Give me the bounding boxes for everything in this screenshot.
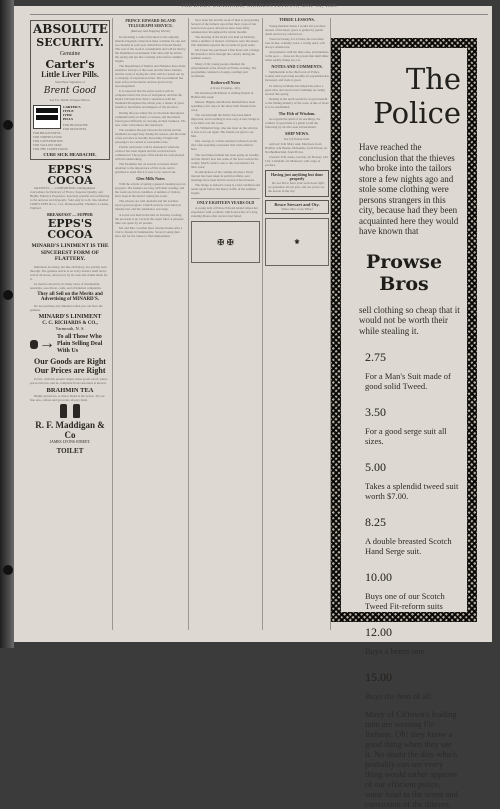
col4-notes-head: NOTES AND COMMENTS. <box>271 64 323 70</box>
carters-ad <box>30 20 110 160</box>
cure-item: FOR DIZZINESS. <box>63 127 87 131</box>
little-liver-pills-heading: Little Liver Pills. <box>41 70 99 79</box>
col3-only-head: ONLY EIGHTEEN YEARS OLD <box>191 198 260 205</box>
cure-item: FOR CONSTIPATION. <box>33 139 64 143</box>
col3-headline: Rotherwell Notes <box>210 79 241 85</box>
binding-hole <box>3 565 13 575</box>
police-ad <box>341 48 467 809</box>
price-item: 15.00 <box>365 670 392 684</box>
price-item: 2.75 <box>365 350 386 364</box>
col4-port-head: Port of Summerside. <box>283 136 311 141</box>
our-goods-label: Our Goods are Right <box>34 356 106 366</box>
price-desc: Buys the best of all. <box>365 691 433 701</box>
binding-hole <box>3 120 13 130</box>
price-desc: Buys one of our Scotch Tweed Fit-reform suits <box>365 591 445 611</box>
our-prices-label: Our Prices are Right <box>34 365 106 375</box>
cure-item: FOR THE COMPLEXION <box>33 147 68 151</box>
news-column-3: have been fair and the work of men is progressing. Several of the farmers report that their crops of last season were good, and prices have been fairly remunerative throughout the winter months. The meeting of the board was held on Monday, when a number of matters of interest were discussed. The chairman reported the accounts in good order. Mr. Fraser has purchased a fine horse and carriage. He intends to drive through the country during the summer season. Many of the young people attended the entertainment at the church on Friday evening. The programme consisted of songs, readings and recitations. Rotherwell Notes A Scene Ensuing—Very. Mr. Robinson McKinnon is visiting friends in Halifax this week. Messrs. Hughes and Marvin Mellish have been spending a few days at the shore with friends from town. The road through the district has been much improved, and travelling is now easy. A new bridge is to be built over the creek. Mr. William Irving, who has been on the sick list, is able to be out again. His friends are glad to see him. Mrs. George A. Cairns returned to Boston on the 2nd, after spending a pleasant visit with relatives here. The road improvement has been going on steadily, and the district now has some of the best roads in the county. Much credit is due to the road masters for their work. In anticipation of the coming election a lively interest has been taken in political affairs, and meetings have been held in several school houses. The bridge at Judson's creek is a bad condition and needs repair before the heavy traffic of the summer begins. ONLY EIGHTEEN YEARS OLD A young lady of Prince Edward Island relates her experience with a remedy which cured her of a long standing illness after doctors had failed. ✠ ✠ <box>191 18 260 630</box>
cure-item: FOR TORPID LIVER. <box>33 135 63 139</box>
carters-box-line: IVER <box>63 113 72 117</box>
price-item: 8.25 <box>365 515 386 529</box>
price-desc: Buys a better one. <box>365 646 427 656</box>
price-desc: A double breasted Scotch Hand Serge suit. <box>365 536 452 556</box>
epps-heading: EPPS'S COCOA <box>47 163 93 187</box>
col2-headline: PRINCE EDWARD ISLAND TELEGRAPH SERVICE. <box>125 18 176 28</box>
col4-bruce-head: Bruce Stewart and Oty. <box>274 202 320 208</box>
masthead: THE DAILY EXAMINER, CHARLOTTETOWN, MAY 14, 1896 <box>30 4 488 15</box>
carters-box-line: CARTER'S <box>63 105 81 109</box>
bottle-icon <box>60 404 67 418</box>
cure-item: FOR HEADACHE. <box>63 123 89 127</box>
price-desc: For a good serge suit all sizes. <box>365 426 447 446</box>
absolute-heading: ABSOLUTE <box>33 22 108 36</box>
carters-heading: Carter's <box>45 58 95 71</box>
carters-box-line: PILLS <box>63 117 74 121</box>
police-title: The Police <box>373 62 461 130</box>
price-desc: For a Man's Suit made of good solid Tweed. <box>365 371 451 391</box>
bottle-icon <box>73 404 80 418</box>
police-intro: Have reached the conclusion that the thieves who broke into the tailors store a few nights ago and stole some clothing were persons strangers in this city, because had they been acquainted here they would have known that <box>359 142 459 236</box>
carters-box-line: ITTLE <box>63 109 74 113</box>
minards-intro: MINARD'S LINIMENT IS THE SINCEREST FORM OF FLATTERY. <box>31 243 109 262</box>
security-heading: SECURITY. <box>36 36 104 49</box>
epps-heading-2: EPPS'S COCOA <box>47 217 93 241</box>
page-binding <box>0 0 14 648</box>
column-rule <box>262 18 263 630</box>
police-closing: Many of Ch'town's leading men are wearing Fit-Reform. Oh! they know a good thing when they see it. No doubt the dies which probably can see every thing would rather approve of our efficient police, some head to the arrest and conviction of the thieves. <box>365 709 458 809</box>
price-item: 10.00 <box>365 570 392 584</box>
col4-shipping-head: Having just anything but done properly <box>270 171 323 181</box>
see-fac-label: See Fac-Simile Wrapper Below. <box>49 98 91 102</box>
maddigan-heading: R. F. Maddigan & Co <box>35 419 105 440</box>
price-item: 5.00 <box>365 460 386 474</box>
richards-name: C. C. RICHARDS & CO., <box>42 320 98 326</box>
col4-ship-head: SHIP NEWS. <box>285 130 309 136</box>
news-column-2: PRINCE EDWARD ISLAND TELEGRAPH SERVICE. (Railway and Shipping World.) In extending a cable from shore to the outlying islands telegraph connection must continue for one and two months in each year with Prince Edward Island. The cost of the work is considerable and will be met by the Dominion Government. The cable will be laid in the spring and put into working order before summer begins. The Department of Marine and Fisheries have made extensive surveys of the route and the shore stations, and the work of laying the cable will be carried out by a company of experienced men. The Government has been active in the matter and has given every encouragement. It is expected that the entire service will be complete before the close of navigation, and that the Island will then have direct connection with the mainland throughout the whole year, a matter of great benefit to merchants and shippers of the province. During the past winter the ice blockade interrupted communication on many occasions, and merchants found great difficulty in carrying on their business. The new cable will remove this drawback. The steamers that ply between the Island and the mainland are kept busy during the season, and the trade of the province is steadily increasing. Freight and passengers are carried at reasonable rates. Further particulars will be announced when the contract has been signed and the work has been commenced. The people of the Island are well pleased with the undertaking. The Examiner has on several occasions drawn attention to the importance of this work, and is gratified to learn that it is now to be carried out. Glen Mills Notes With the advent of spring a general cleaning up is in progress. The farmers are busy with their seeding, and the roads are in fair condition. A number of visitors have been in the district during the week. The schools are well attended and the teachers report good progress. Church services were held on Sunday last, and the attendance was large. A social was held in the hall on Tuesday evening, the proceeds to go towards the repair fund. A pleasant time was spent by all present. Mr. and Mrs. Lowther have returned home after a visit to friends in Summerside. Several young men have left for the States to find employment. <box>115 18 186 238</box>
col4-bruce-addr: Water, Mar. Cove Wharf <box>281 207 313 212</box>
ad-engraving-icon: ⚜ <box>265 218 329 266</box>
cure-item: FOR SALLOW SKIN. <box>33 143 63 147</box>
richards-place: Yarmouth, N. S. <box>55 325 85 331</box>
they-all-label: They all Sell on the Merits and Advertising of MINARD'S. <box>37 291 103 302</box>
news-column-4: THREE LESSONS. Young maidens listen, I would tell you three lessons of the heart; grace is gained by gentle deeds and not by outward art. Trust not beauty, for it fades; the rose must lose its hue. A kindly word, a loving deed, will always remain true. And patience with the little ones, and kindness to the poor — these are the jewels that shall shine when earthly things are o'er. NOTES AND COMMENTS. Summerside is the chief town of Prince County and is growing steadily. Its population has increased, and trade is good. Its railway terminus has helped the place a great deal, and several new buildings are being erected this spring. Dealing in the north would be of great benefit to the fishing industry of the coast. A line of boats is to be established. The Ebb of Wisdom. As regards the spirit of its teachings, the conduct of good men is a guide worth the following by all who seek advancement. SHIP NEWS. Port of Summerside. Arrived: Schr Mary Ann, Morrison, from Halifax; schr Bessie, McKenzie, from Pictou; str Northumberland, from Pictou. Cleared: Schr Jessie, Gordon, for Boston; schr Lily, Campbell, for Montreal, with cargo of produce. Having just anything but done properly Do not fail to have your work done right; we guarantee all our jobs, and our prices are the lowest in the city. Bruce Stewart and Oty. Water, Mar. Cove Wharf ⚜ <box>265 18 329 630</box>
binding-hole <box>3 290 13 300</box>
pill-box-icon <box>33 105 61 129</box>
cure-item: FOR BILIOUSNESS. <box>33 131 62 135</box>
col4-headline: THREE LESSONS. <box>279 17 315 22</box>
toilet-heading: TOILET <box>56 446 84 455</box>
ads-column: ABSOLUTE SECURITY. Genuine Carter's Little Liver Pills. Must Bear Signature of Brent Good See Fac-Simile Wrapper Below. CARTER'S ITTLE IVER PILLS FOR HEADACHE. FOR DIZZINESS. FOR BILIOUSNESS. FOR TORPID LIVER. FOR CONSTIPATION. FOR SALLOW SKIN. FOR THE COMPLEXION CURE SICK HEADACHE. EPPS'S COCOA GRATEFUL — COMFORTING. Distinguished everywhere for Delicacy of Flavor, Superior Quality, and Highly Nutritive Properties. Specially grateful and comforting to the nervous and dyspeptic. Sold only in ¼-lb. tins, labelled JAMES EPPS & Co., Ltd., Homoeopathic Chemists, London, England. BREAKFAST — SUPPER EPPS'S COCOA MINARD'S LINIMENT IS THE SINCEREST FORM OF FLATTERY. Imitations are many, but like all flattery, are quickly seen through. The genuine article is on every dealer's shelf and is sold at all stores, and proves by its cures the claims made for it. Its merit is shown by its many cures of rheumatism, neuralgia, sore throat, colds, and all kindred complaints. They all Sell on the Merits and Advertising of MINARD'S. Do not purchase any imitation when you can have the genuine. MINARD'S LINIMENT C. C. RICHARDS & CO., Yarmouth, N. S. → To all Those Who Plain Selling Deal With Us Our Goods are Right Our Prices are Right In fact, with this present output, these goods excel; where prices rule low, and no complaint from customers is known. BRAHMIN TEA Highly-prized tea. A choice blend at fair prices. Try our fine teas, coffees and groceries, always fresh. R. F. Maddigan & Co JAMES LYONS STREET. TOILET <box>30 22 110 455</box>
pointing-hand-icon: → <box>30 335 55 353</box>
price-item: 12.00 <box>365 625 392 639</box>
brahmin-tea-heading: BRAHMIN TEA <box>46 386 94 394</box>
col4-wisdom-head: The Ebb of Wisdom. <box>278 110 316 116</box>
col2-subhead: (Railway and Shipping World.) <box>130 29 171 33</box>
police-brand: Prowse Bros <box>365 250 443 295</box>
epps-breakfast-label: BREAKFAST — SUPPER <box>47 212 93 217</box>
cure-sick-label: CURE SICK HEADACHE. <box>43 152 97 157</box>
police-pitch: sell clothing so cheap that it would not be worth their while stealing it. <box>359 304 460 336</box>
to-all-label: To all Those Who Plain Selling Deal With Us <box>57 333 103 354</box>
maddigan-sub: JAMES LYONS STREET. <box>49 439 91 444</box>
genuine-label: Genuine <box>59 51 81 57</box>
col3-sub: A Scene Ensuing—Very. <box>210 85 241 90</box>
price-desc: Takes a splendid tweed suit worth $7.00. <box>365 481 459 501</box>
column-rule <box>188 18 189 630</box>
must-bear-label: Must Bear Signature of <box>55 80 85 84</box>
ad-engraving-icon: ✠ ✠ <box>191 221 260 263</box>
column-rule <box>112 18 113 630</box>
minards-title: MINARD'S LINIMENT <box>38 313 102 320</box>
signature: Brent Good <box>43 86 97 96</box>
price-item: 3.50 <box>365 405 386 419</box>
col2-glen-mills-head: Glen Mills Notes <box>136 176 165 182</box>
